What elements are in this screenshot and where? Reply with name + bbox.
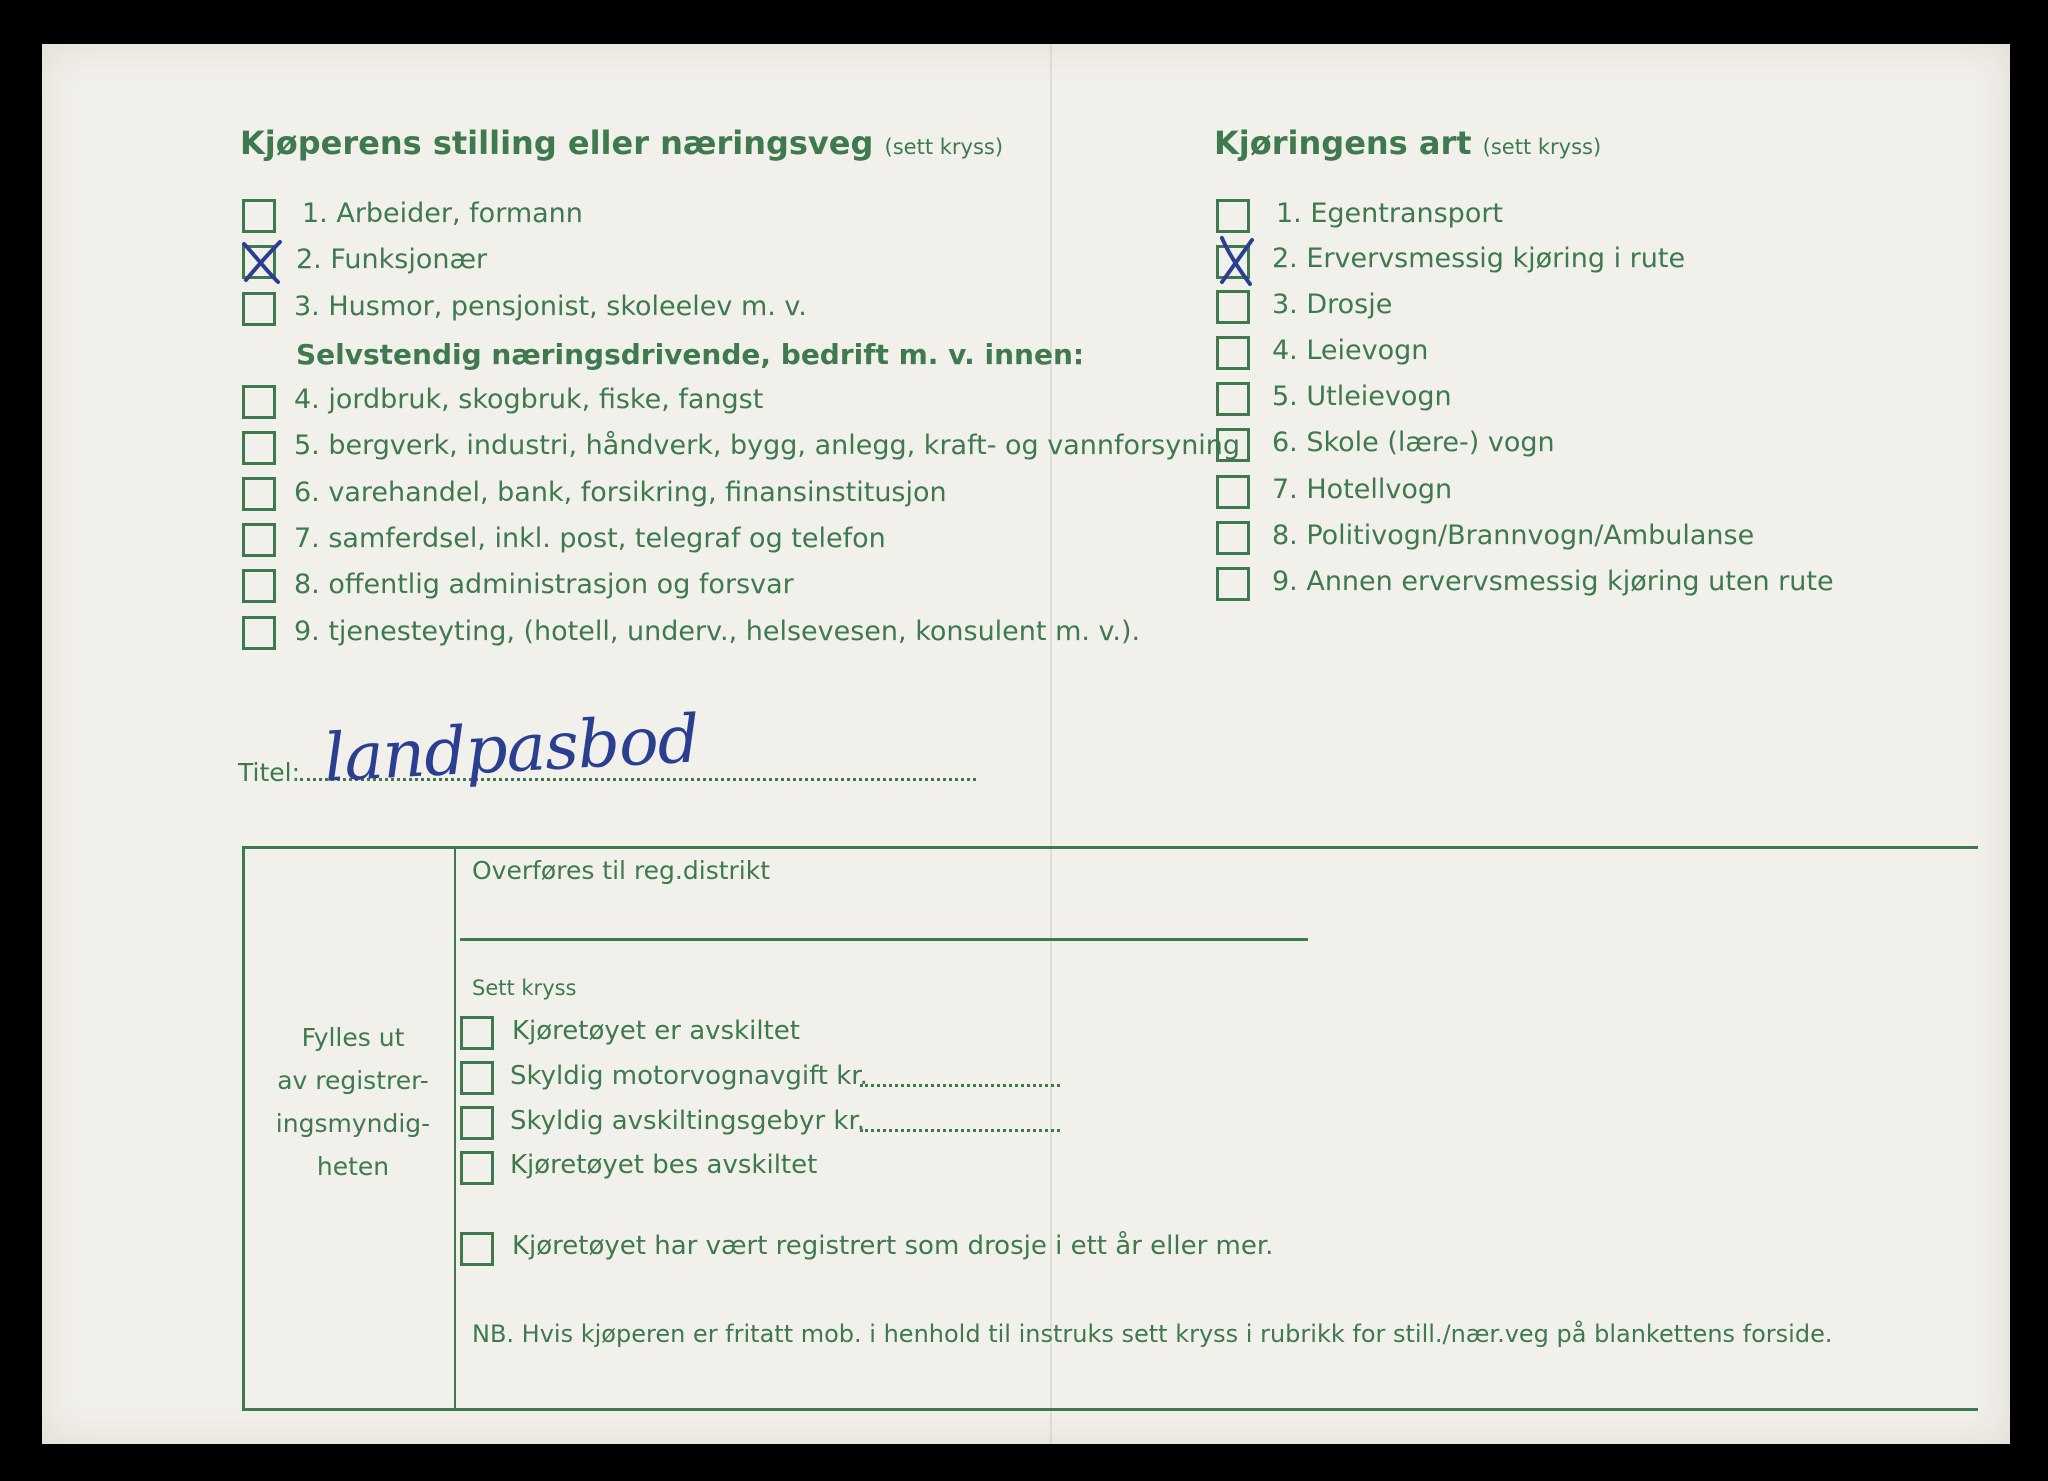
checkbox-hotellvogn[interactable]: [1216, 475, 1250, 509]
checkbox-samferdsel[interactable]: [242, 523, 276, 557]
option-tjenesteyting: 9. tjenesteyting, (hotell, underv., helsevesen, konsulent m. v.).: [294, 616, 1141, 647]
checkbox-husmor[interactable]: [242, 292, 276, 326]
option-leievogn: 4. Leievogn: [1272, 335, 1429, 366]
right-heading-text: Kjøringens art: [1214, 124, 1472, 162]
option-hotellvogn: 7. Hotellvogn: [1272, 474, 1453, 505]
side-label-line-2: av registrer-: [277, 1066, 429, 1095]
checkbox-tjenesteyting[interactable]: [242, 616, 276, 650]
sett-kryss-label: Sett kryss: [472, 976, 577, 1000]
option-utleievogn: 5. Utleievogn: [1272, 381, 1452, 412]
cross-mark-rute: [1214, 234, 1258, 288]
left-heading-text: Kjøperens stilling eller næringsveg: [240, 124, 874, 162]
option-drosje: 3. Drosje: [1272, 289, 1393, 320]
checkbox-avskiltingsgebyr[interactable]: [460, 1106, 494, 1140]
option-annen: 9. Annen ervervsmessig kjøring uten rute: [1272, 566, 1834, 597]
checkbox-offentlig[interactable]: [242, 569, 276, 603]
checkbox-leievogn[interactable]: [1216, 336, 1250, 370]
box-left-border: [242, 846, 245, 1411]
cross-mark-funksjonaer: [238, 238, 284, 286]
transfer-label: Overføres til reg.distrikt: [472, 856, 771, 885]
checkbox-varehandel[interactable]: [242, 477, 276, 511]
checkbox-egentransport[interactable]: [1216, 199, 1250, 233]
form-paper: [42, 44, 2010, 1444]
motorvognavgift-amount-field[interactable]: [860, 1084, 1060, 1087]
left-section-heading: [240, 124, 1003, 162]
check-avskiltet-label: Kjøretøyet er avskiltet: [512, 1016, 800, 1046]
registry-side-label: [272, 1016, 434, 1188]
option-skolevogn: 6. Skole (lære-) vogn: [1272, 427, 1555, 458]
checkbox-annen[interactable]: [1216, 567, 1250, 601]
checkbox-arbeider[interactable]: [242, 199, 276, 233]
option-rute: 2. Ervervsmessig kjøring i rute: [1272, 243, 1686, 274]
box-divider: [454, 846, 456, 1411]
box-bottom-border: [242, 1408, 1978, 1411]
option-politivogn: 8. Politivogn/Brannvogn/Ambulanse: [1272, 520, 1755, 551]
checkbox-skolevogn[interactable]: [1216, 428, 1250, 462]
checkbox-bergverk[interactable]: [242, 431, 276, 465]
check-avskiltingsgebyr-label: Skyldig avskiltingsgebyr kr.: [510, 1106, 866, 1136]
box-top-border: [242, 846, 1978, 849]
option-egentransport: 1. Egentransport: [1276, 198, 1504, 229]
check-bes-avskiltet-label: Kjøretøyet bes avskiltet: [510, 1150, 818, 1180]
option-samferdsel: 7. samferdsel, inkl. post, telegraf og telefon: [294, 523, 886, 554]
title-label: Titel:: [238, 758, 300, 787]
checkbox-motorvognavgift[interactable]: [460, 1061, 494, 1095]
side-label-line-3: ingsmyndig-: [275, 1109, 431, 1138]
left-heading-hint: (sett kryss): [884, 135, 1004, 159]
right-section-heading: [1214, 124, 1601, 162]
option-husmor: 3. Husmor, pensjonist, skoleelev m. v.: [294, 291, 807, 322]
option-arbeider: 1. Arbeider, formann: [302, 198, 583, 229]
option-bergverk: 5. bergverk, industri, håndverk, bygg, anlegg, kraft- og vannforsyning: [294, 430, 1241, 461]
checkbox-bes-avskiltet[interactable]: [460, 1151, 494, 1185]
transfer-input-line[interactable]: [460, 938, 1308, 941]
checkbox-politivogn[interactable]: [1216, 521, 1250, 555]
selvstendig-subheading: Selvstendig næringsdrivende, bedrift m. v. innen:: [296, 338, 1085, 371]
option-varehandel: 6. varehandel, bank, forsikring, finansinstitusjon: [294, 477, 947, 508]
checkbox-avskiltet[interactable]: [460, 1016, 494, 1050]
option-jordbruk: 4. jordbruk, skogbruk, fiske, fangst: [294, 384, 764, 415]
option-funksjonaer: 2. Funksjonær: [296, 244, 488, 275]
checkbox-drosje-ett-ar[interactable]: [460, 1232, 494, 1266]
checkbox-utleievogn[interactable]: [1216, 382, 1250, 416]
right-heading-hint: (sett kryss): [1482, 135, 1602, 159]
checkbox-drosje[interactable]: [1216, 290, 1250, 324]
drosje-ett-ar-label: Kjøretøyet har vært registrert som drosje i ett år eller mer.: [512, 1231, 1274, 1261]
nb-note: NB. Hvis kjøperen er fritatt mob. i henhold til instruks sett kryss i rubrikk for still./nær.veg på blankettens forside.: [472, 1320, 1833, 1348]
avskiltingsgebyr-amount-field[interactable]: [860, 1129, 1060, 1132]
side-label-line-1: Fylles ut: [301, 1023, 405, 1052]
option-offentlig: 8. offentlig administrasjon og forsvar: [294, 569, 794, 600]
checkbox-jordbruk[interactable]: [242, 385, 276, 419]
title-handwritten-value[interactable]: landpasbod: [322, 700, 701, 797]
side-label-line-4: heten: [316, 1152, 390, 1181]
check-motorvognavgift-label: Skyldig motorvognavgift kr.: [510, 1061, 868, 1091]
